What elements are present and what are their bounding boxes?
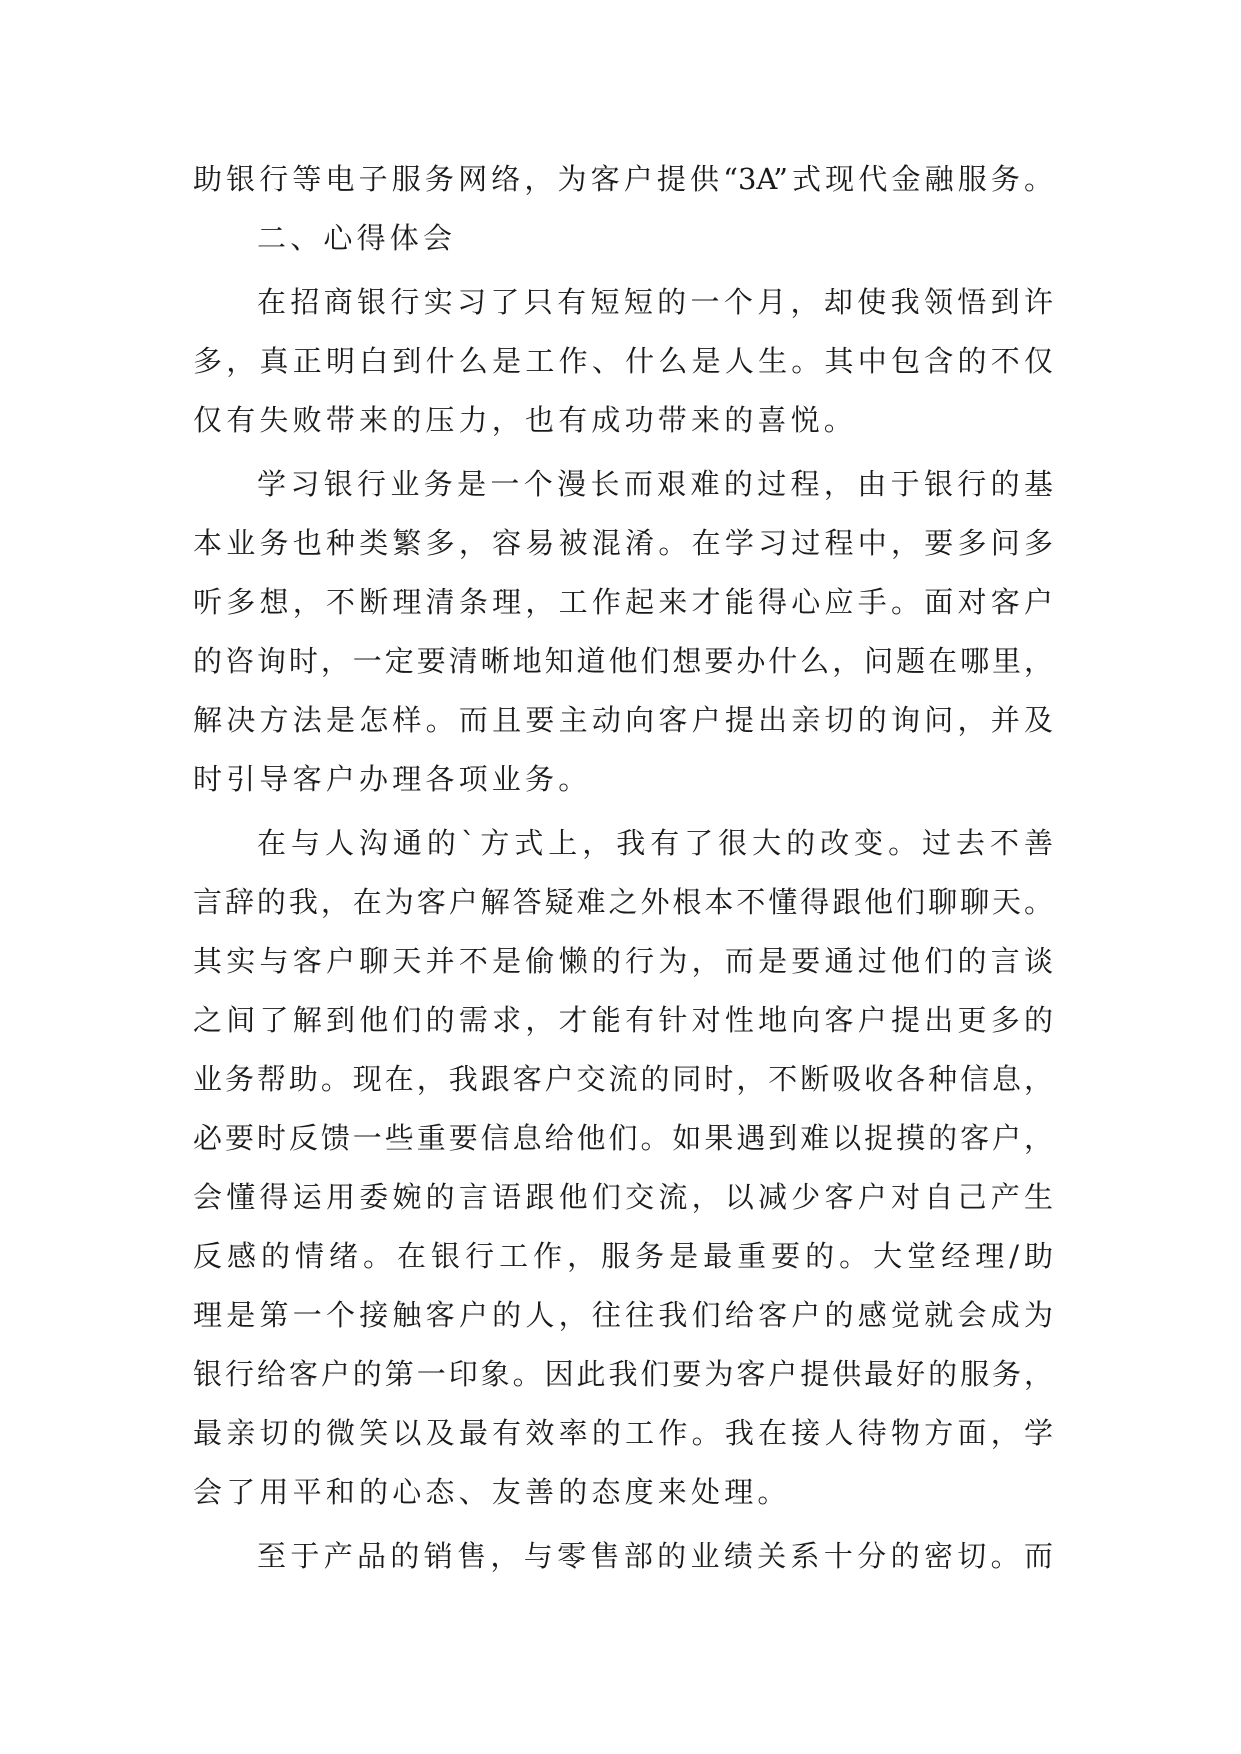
text-line: 多，真正明白到什么是工作、什么是人生。其中包含的不仅 [193,344,1053,378]
text-line: 仅有失败带来的压力，也有成功带来的喜悦。 [193,403,858,437]
text-line: 言辞的我，在为客户解答疑难之外根本不懂得跟他们聊聊天。 [193,885,1053,919]
text-line: 听多想，不断理清条理，工作起来才能得心应手。面对客户 [193,585,1053,619]
text-line: 助银行等电子服务网络，为客户提供“3A”式现代金融服务。 [193,162,1053,196]
text-line: 之间了解到他们的需求，才能有针对性地向客户提出更多的 [193,1003,1053,1037]
text-line: 其实与客户聊天并不是偷懒的行为，而是要通过他们的言谈 [193,944,1053,978]
text-line: 至于产品的销售，与零售部的业绩关系十分的密切。而 [257,1539,1053,1573]
text-line: 会了用平和的心态、友善的态度来处理。 [193,1475,791,1509]
text-line: 必要时反馈一些重要信息给他们。如果遇到难以捉摸的客户， [193,1121,1053,1155]
text-line: 银行给客户的第一印象。因此我们要为客户提供最好的服务， [193,1357,1053,1391]
text-line: 反感的情绪。在银行工作，服务是最重要的。大堂经理/助 [193,1239,1053,1273]
text-line: 在与人沟通的`方式上，我有了很大的改变。过去不善 [257,826,1053,860]
text-line: 学习银行业务是一个漫长而艰难的过程，由于银行的基 [257,467,1053,501]
text-line: 最亲切的微笑以及最有效率的工作。我在接人待物方面，学 [193,1416,1053,1450]
text-line: 理是第一个接触客户的人，往往我们给客户的感觉就会成为 [193,1298,1053,1332]
text-line: 解决方法是怎样。而且要主动向客户提出亲切的询问，并及 [193,703,1053,737]
document-body [193,150,1053,1586]
text-line: 的咨询时，一定要清晰地知道他们想要办什么，问题在哪里， [193,644,1053,678]
text-line: 在招商银行实习了只有短短的一个月，却使我领悟到许 [257,285,1053,319]
text-line: 业务帮助。现在，我跟客户交流的同时，不断吸收各种信息， [193,1062,1053,1096]
text-line: 本业务也种类繁多，容易被混淆。在学习过程中，要多问多 [193,526,1053,560]
text-line: 时引导客户办理各项业务。 [193,762,592,796]
text-line: 二、心得体会 [257,221,457,255]
text-line: 会懂得运用委婉的言语跟他们交流，以减少客户对自己产生 [193,1180,1053,1214]
